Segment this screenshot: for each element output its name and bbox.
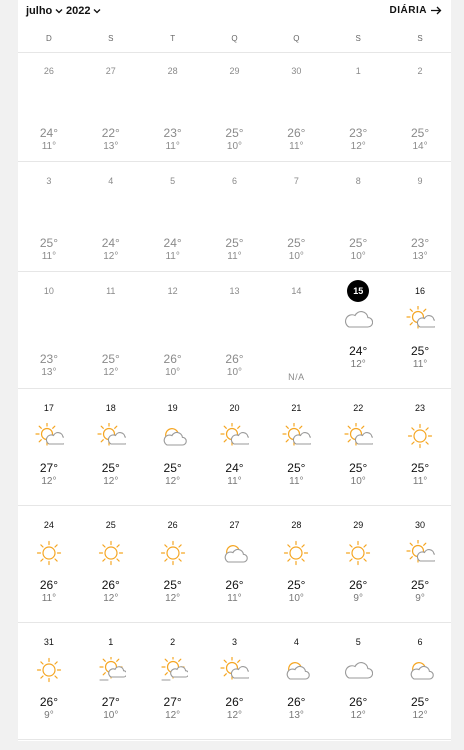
low-temperature: 11° xyxy=(412,359,428,370)
low-temperature: 11° xyxy=(41,141,57,152)
day-cell[interactable] xyxy=(18,389,80,505)
sun-icon xyxy=(96,540,126,566)
low-temperature: 10° xyxy=(350,251,366,262)
high-temperature: 25° xyxy=(39,236,58,250)
day-number: 28 xyxy=(291,520,302,530)
day-number: 11 xyxy=(106,286,116,296)
day-cell[interactable] xyxy=(265,162,327,271)
day-number: 4 xyxy=(293,637,299,647)
high-temperature: 26° xyxy=(225,578,244,592)
chevron-down-icon xyxy=(93,7,101,15)
week-row xyxy=(18,162,451,272)
day-number: 18 xyxy=(105,403,116,413)
day-number: 5 xyxy=(355,637,361,647)
partly-cloudy-icon xyxy=(405,657,435,683)
sun-cloud-icon xyxy=(405,540,435,566)
day-number: 1 xyxy=(355,66,361,76)
day-cell[interactable] xyxy=(142,272,204,388)
day-cell[interactable] xyxy=(80,506,142,622)
day-number: 20 xyxy=(229,403,240,413)
day-number: 30 xyxy=(291,66,302,76)
high-temperature: 26° xyxy=(287,695,306,709)
low-temperature: 13° xyxy=(288,710,304,721)
day-number: 3 xyxy=(231,637,237,647)
chevron-down-icon xyxy=(55,7,63,15)
day-number: 22 xyxy=(353,403,364,413)
low-temperature: 12° xyxy=(350,710,366,721)
partly-cloudy-icon xyxy=(158,423,188,449)
high-temperature: 27° xyxy=(39,461,58,475)
high-temperature: 26° xyxy=(39,695,58,709)
low-temperature: 11° xyxy=(227,476,242,487)
day-number: 24 xyxy=(43,520,54,530)
low-temperature: 12° xyxy=(165,710,181,721)
low-temperature: 12° xyxy=(103,593,119,604)
low-temperature: 13° xyxy=(412,251,428,262)
high-temperature: 25° xyxy=(225,236,244,250)
day-number: 23 xyxy=(415,403,426,413)
day-cell[interactable] xyxy=(80,52,142,161)
weekday-label: D xyxy=(46,34,52,43)
day-number: 27 xyxy=(229,520,240,530)
high-temperature: 24° xyxy=(349,344,368,358)
arrow-right-icon xyxy=(431,6,442,15)
no-data-label: N/A xyxy=(288,372,305,382)
low-temperature: 12° xyxy=(41,476,57,487)
day-number: 6 xyxy=(231,176,237,186)
partly-cloudy-icon xyxy=(281,657,311,683)
low-temperature: 14° xyxy=(412,141,428,152)
day-number: 30 xyxy=(415,520,426,530)
sun-cloud-icon xyxy=(34,423,64,449)
day-number: 31 xyxy=(43,637,54,647)
week-row xyxy=(18,272,451,389)
day-cell[interactable] xyxy=(327,52,389,161)
day-cell[interactable] xyxy=(142,162,204,271)
day-cell[interactable] xyxy=(389,389,451,505)
low-temperature: 13° xyxy=(41,367,57,378)
low-temperature: 12° xyxy=(226,710,243,721)
high-temperature: 26° xyxy=(349,695,368,709)
sun-haze-icon xyxy=(96,657,126,683)
sun-icon xyxy=(158,540,188,566)
day-cell[interactable] xyxy=(265,506,327,622)
day-cell[interactable] xyxy=(142,623,204,739)
day-number: 27 xyxy=(105,66,116,76)
day-number: 7 xyxy=(293,176,299,186)
day-number: 25 xyxy=(105,520,116,530)
low-temperature: 10° xyxy=(288,593,304,604)
low-temperature: 9° xyxy=(415,593,425,604)
day-cell[interactable] xyxy=(265,389,327,505)
calendar-header xyxy=(0,0,464,26)
day-number: 5 xyxy=(170,176,176,186)
day-cell[interactable] xyxy=(80,272,142,388)
day-cell[interactable] xyxy=(18,272,80,388)
day-cell[interactable] xyxy=(389,162,451,271)
partly-cloudy-icon xyxy=(219,540,249,566)
high-temperature: 25° xyxy=(287,578,306,592)
low-temperature: 12° xyxy=(165,593,181,604)
weekday-label: T xyxy=(170,34,176,43)
high-temperature: 24° xyxy=(39,126,58,140)
low-temperature: 12° xyxy=(412,710,428,721)
day-number: 2 xyxy=(417,66,423,76)
day-cell[interactable] xyxy=(327,623,389,739)
high-temperature: 26° xyxy=(225,695,244,709)
low-temperature: 9° xyxy=(353,593,363,604)
low-temperature: 12° xyxy=(350,141,366,152)
daily-view-label: DIÁRIA xyxy=(389,5,427,16)
high-temperature: 25° xyxy=(349,461,368,475)
day-cell[interactable] xyxy=(204,52,266,161)
low-temperature: 11° xyxy=(41,251,57,262)
day-cell[interactable] xyxy=(18,623,80,739)
day-number: 8 xyxy=(355,176,361,186)
high-temperature: 25° xyxy=(410,126,430,140)
low-temperature: 10° xyxy=(103,710,119,721)
high-temperature: 25° xyxy=(287,461,306,475)
day-cell[interactable] xyxy=(327,506,389,622)
day-number: 29 xyxy=(353,520,364,530)
sun-icon xyxy=(281,540,311,566)
day-cell[interactable] xyxy=(142,506,204,622)
low-temperature: 13° xyxy=(103,141,119,152)
sun-icon xyxy=(343,540,373,566)
day-cell[interactable] xyxy=(389,52,451,161)
sun-haze-icon xyxy=(158,657,188,683)
day-number: 17 xyxy=(43,403,54,413)
high-temperature: 26° xyxy=(39,578,58,592)
sun-cloud-icon xyxy=(281,423,311,449)
low-temperature: 11° xyxy=(227,593,242,604)
day-cell[interactable] xyxy=(265,52,327,161)
weekday-label: S xyxy=(417,34,423,43)
day-cell[interactable] xyxy=(80,162,142,271)
day-cell[interactable] xyxy=(18,506,80,622)
weekday-header-row xyxy=(18,30,451,53)
high-temperature: 24° xyxy=(163,236,182,250)
high-temperature: 25° xyxy=(410,344,430,358)
day-cell[interactable] xyxy=(327,272,389,388)
day-number: 9 xyxy=(417,176,423,186)
day-number: 3 xyxy=(46,176,52,186)
low-temperature: 12° xyxy=(103,251,119,262)
day-number: 16 xyxy=(415,286,426,296)
high-temperature: 26° xyxy=(225,352,244,366)
low-temperature: 10° xyxy=(350,476,366,487)
weekday-label: S xyxy=(355,34,361,43)
high-temperature: 25° xyxy=(163,461,182,475)
low-temperature: 10° xyxy=(288,251,304,262)
day-cell[interactable] xyxy=(327,162,389,271)
day-number: 26 xyxy=(167,520,178,530)
day-cell[interactable] xyxy=(265,272,327,388)
low-temperature: 10° xyxy=(226,367,243,378)
low-temperature: 11° xyxy=(165,141,180,152)
daily-view-button[interactable] xyxy=(390,5,442,16)
week-row xyxy=(18,52,451,162)
day-cell[interactable] xyxy=(389,623,451,739)
day-cell[interactable] xyxy=(389,272,451,388)
sun-cloud-icon xyxy=(343,423,373,449)
high-temperature: 26° xyxy=(349,578,368,592)
day-number: 1 xyxy=(108,637,114,647)
high-temperature: 24° xyxy=(101,236,120,250)
week-row xyxy=(18,623,451,740)
high-temperature: 25° xyxy=(349,236,368,250)
day-number: 10 xyxy=(43,286,54,296)
low-temperature: 12° xyxy=(103,476,119,487)
low-temperature: 11° xyxy=(289,476,304,487)
low-temperature: 12° xyxy=(165,476,181,487)
sun-icon xyxy=(34,540,64,566)
weekday-label: Q xyxy=(231,34,238,43)
high-temperature: 25° xyxy=(225,126,244,140)
high-temperature: 25° xyxy=(410,578,430,592)
sun-icon xyxy=(34,657,64,683)
month-label: julho xyxy=(26,5,53,17)
day-number: 2 xyxy=(170,637,176,647)
day-number: 14 xyxy=(291,286,302,296)
day-number: 21 xyxy=(291,403,302,413)
day-cell[interactable] xyxy=(80,389,142,505)
day-number: 19 xyxy=(167,403,178,413)
day-cell[interactable] xyxy=(142,52,204,161)
month-dropdown[interactable] xyxy=(26,5,63,17)
day-cell[interactable] xyxy=(142,389,204,505)
day-cell[interactable] xyxy=(80,623,142,739)
day-cell[interactable] xyxy=(204,506,266,622)
day-cell[interactable] xyxy=(204,623,266,739)
day-cell[interactable] xyxy=(204,162,266,271)
day-number: 28 xyxy=(167,66,178,76)
weekday-label: Q xyxy=(293,34,300,43)
low-temperature: 12° xyxy=(350,359,366,370)
low-temperature: 9° xyxy=(44,710,54,721)
today-day-number: 15 xyxy=(347,280,369,302)
high-temperature: 25° xyxy=(410,695,430,709)
day-cell[interactable] xyxy=(389,506,451,622)
low-temperature: 10° xyxy=(226,141,243,152)
sun-cloud-icon xyxy=(405,306,435,332)
day-number: 13 xyxy=(229,286,240,296)
high-temperature: 26° xyxy=(101,578,120,592)
week-row xyxy=(18,506,451,623)
day-number: 26 xyxy=(43,66,54,76)
day-number: 29 xyxy=(229,66,240,76)
low-temperature: 10° xyxy=(165,367,181,378)
high-temperature: 23° xyxy=(39,352,58,366)
weekday-label: S xyxy=(108,34,114,43)
day-number: 4 xyxy=(108,176,114,186)
high-temperature: 25° xyxy=(163,578,182,592)
high-temperature: 27° xyxy=(163,695,182,709)
low-temperature: 11° xyxy=(227,251,242,262)
high-temperature: 26° xyxy=(287,126,306,140)
low-temperature: 12° xyxy=(103,367,119,378)
high-temperature: 26° xyxy=(163,352,182,366)
year-label: 2022 xyxy=(66,5,91,17)
high-temperature: 25° xyxy=(101,352,120,366)
high-temperature: 25° xyxy=(101,461,120,475)
high-temperature: 23° xyxy=(163,126,182,140)
day-cell[interactable] xyxy=(18,162,80,271)
low-temperature: 11° xyxy=(289,141,304,152)
low-temperature: 11° xyxy=(165,251,180,262)
calendar-grid xyxy=(18,52,451,740)
high-temperature: 24° xyxy=(225,461,244,475)
high-temperature: 25° xyxy=(287,236,306,250)
high-temperature: 23° xyxy=(410,236,430,250)
day-number: 12 xyxy=(167,286,178,296)
cloudy-icon xyxy=(343,657,373,683)
high-temperature: 23° xyxy=(349,126,368,140)
low-temperature: 11° xyxy=(41,593,57,604)
day-cell[interactable] xyxy=(327,389,389,505)
cloudy-icon xyxy=(343,306,373,332)
day-cell[interactable] xyxy=(204,272,266,388)
high-temperature: 22° xyxy=(101,126,120,140)
sun-cloud-icon xyxy=(96,423,126,449)
high-temperature: 27° xyxy=(101,695,120,709)
year-dropdown[interactable] xyxy=(66,5,101,17)
week-row xyxy=(18,389,451,506)
high-temperature: 25° xyxy=(410,461,430,475)
sun-cloud-icon xyxy=(219,423,249,449)
sun-icon xyxy=(405,423,435,449)
sun-cloud-icon xyxy=(219,657,249,683)
low-temperature: 11° xyxy=(412,476,428,487)
day-cell[interactable] xyxy=(18,52,80,161)
day-cell[interactable] xyxy=(265,623,327,739)
day-cell[interactable] xyxy=(204,389,266,505)
day-number: 6 xyxy=(417,637,423,647)
